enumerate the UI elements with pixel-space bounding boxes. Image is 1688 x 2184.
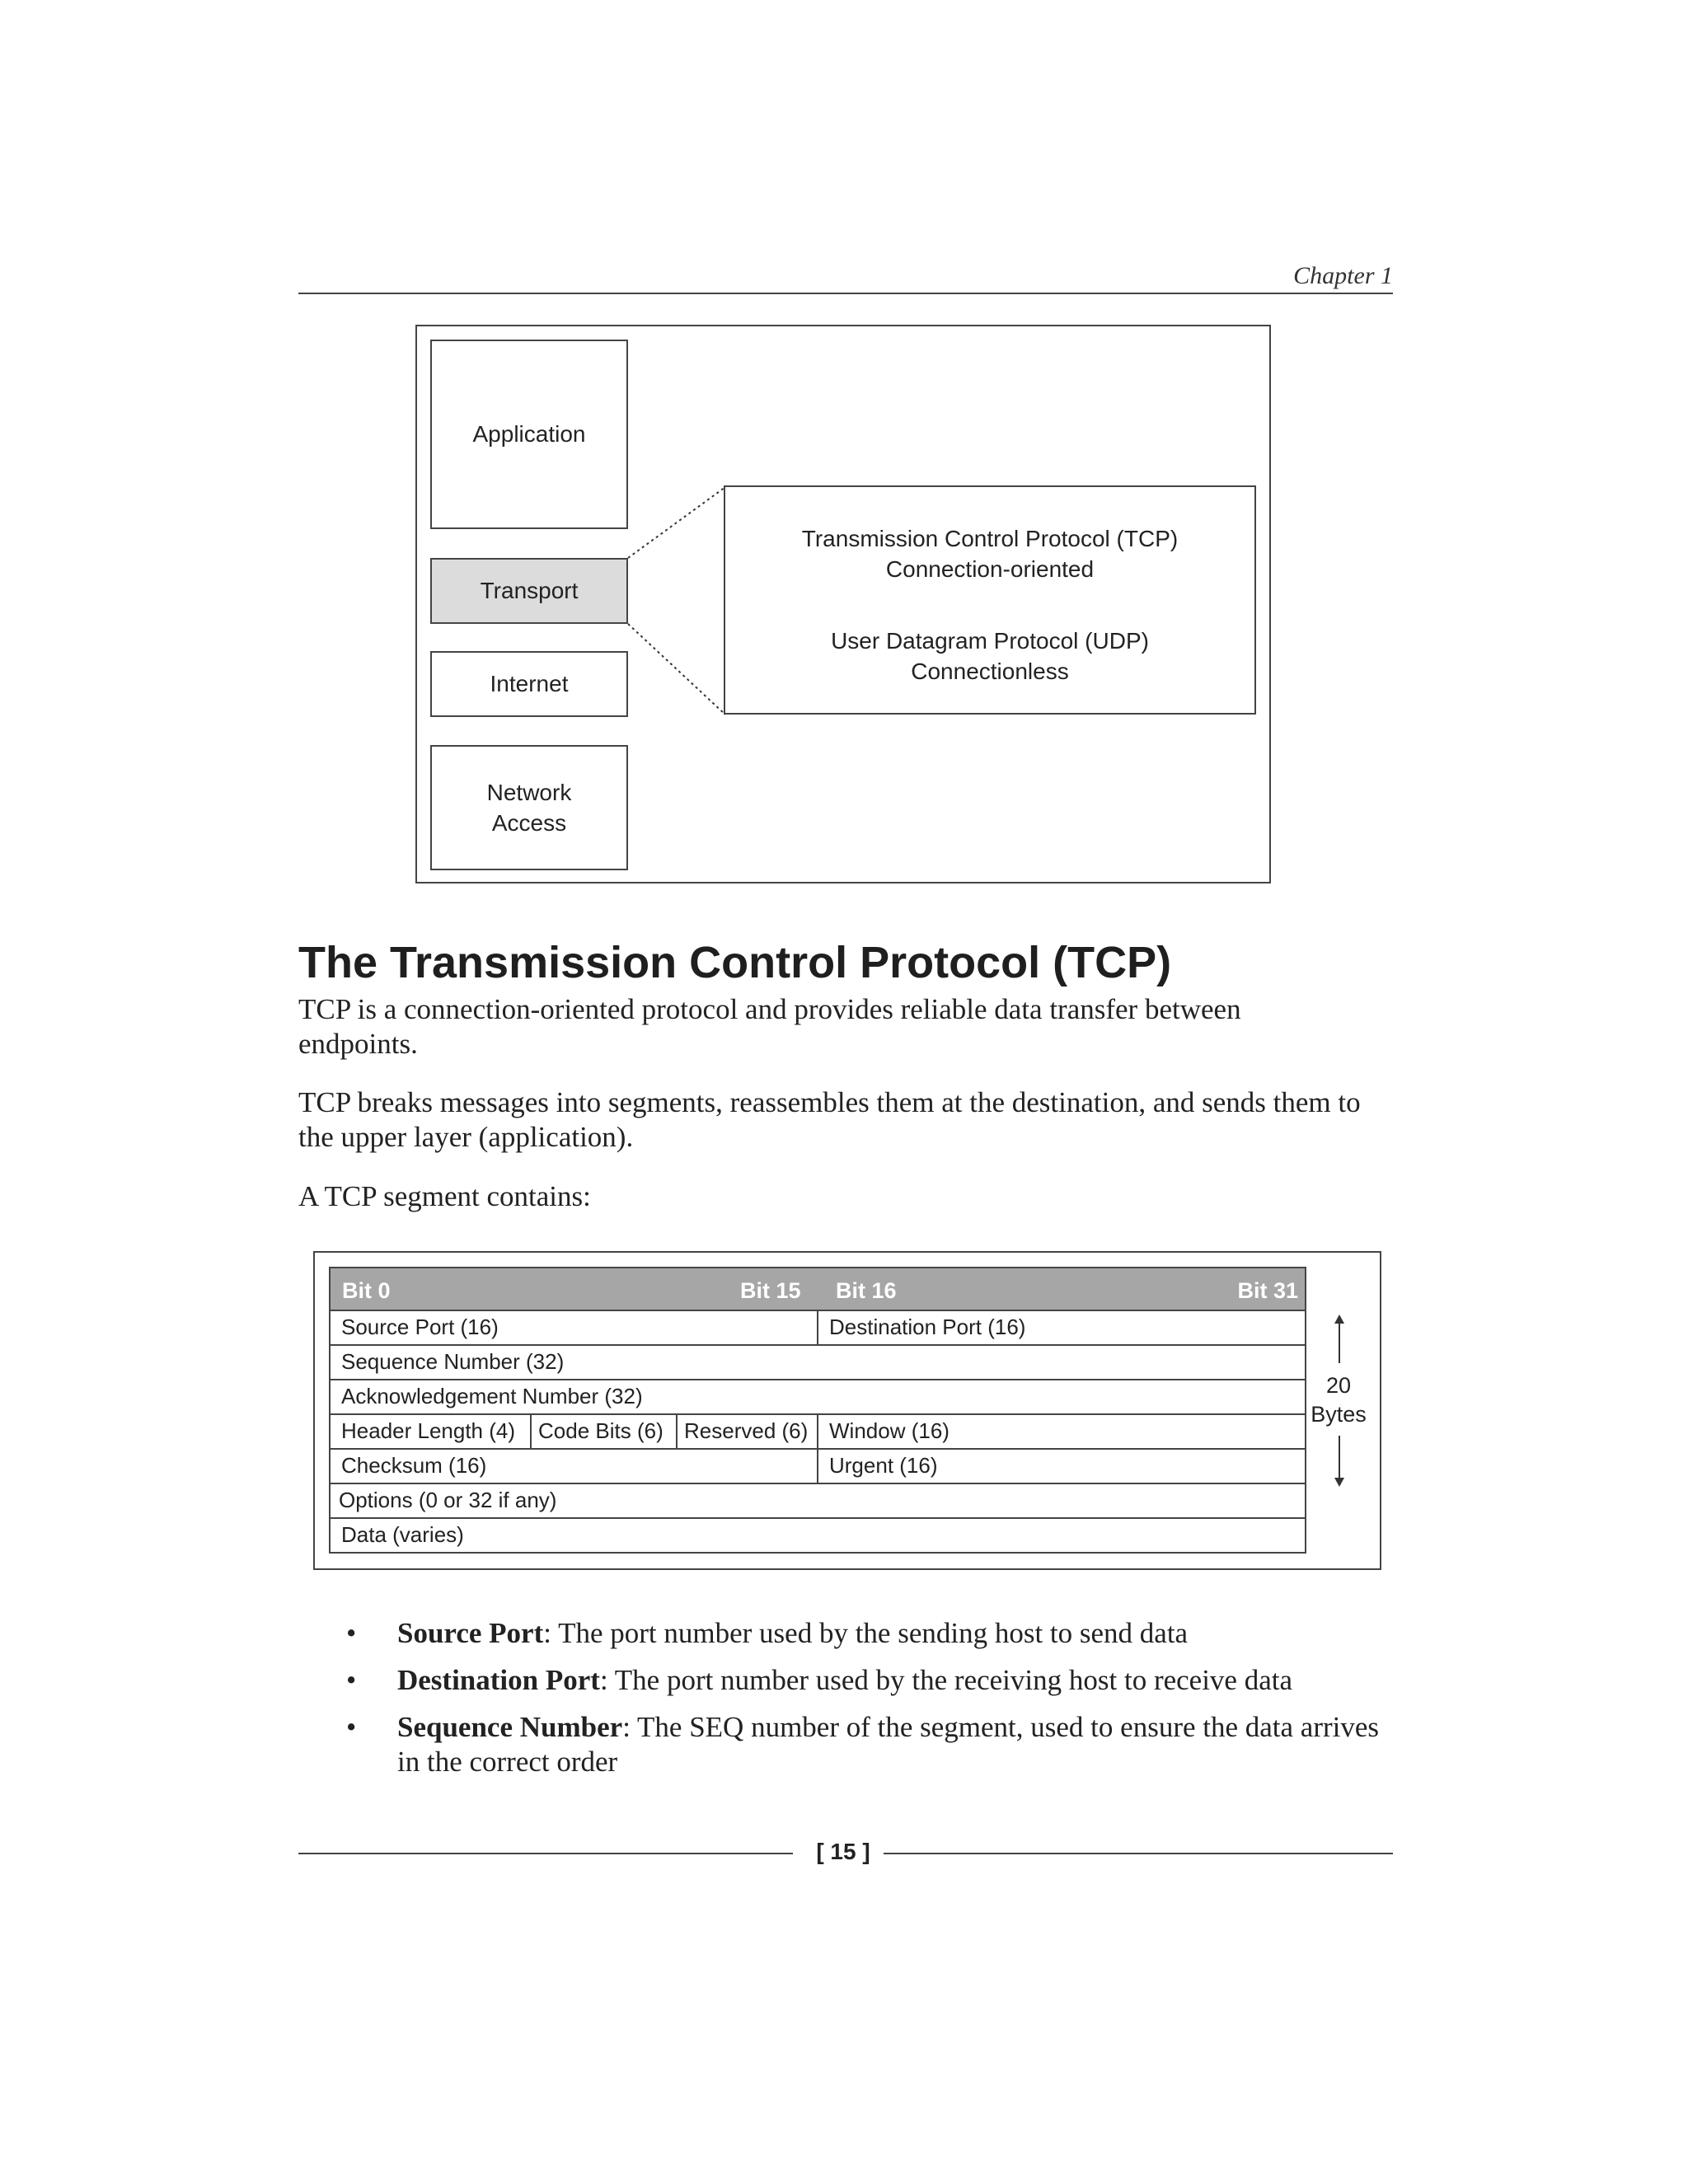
bullet-icon: • xyxy=(346,1711,357,1743)
udp-protocol-description: Connectionless xyxy=(911,658,1069,684)
header-size-value: 20 xyxy=(1325,1373,1352,1398)
cell-reserved: Reserved (6) xyxy=(676,1413,818,1450)
tcp-protocol-description: Connection-oriented xyxy=(885,556,1095,582)
layer-transport-label: Transport xyxy=(480,578,579,603)
header-size-label xyxy=(1306,1371,1371,1429)
paragraph-segment-contains: A TCP segment contains: xyxy=(298,1180,591,1212)
segment-bit-header xyxy=(329,1267,1306,1311)
bullet-desc-destination-port: : The port number used by the receiving host to receive data xyxy=(599,1664,1293,1696)
cell-header-length: Header Length (4) xyxy=(329,1413,532,1450)
bullet-term-source-port: Source Port xyxy=(397,1617,544,1649)
header-rule xyxy=(298,293,1393,294)
bullet-term-sequence-number: Sequence Number xyxy=(397,1711,623,1743)
header-bit-0: Bit 0 xyxy=(342,1278,391,1303)
bullet-desc-source-port: : The port number used by the sending host to send data xyxy=(543,1617,1189,1649)
footer-rule-right xyxy=(884,1853,1393,1854)
paragraph-segments: TCP breaks messages into segments, reassembles them at the destination, and sends them to the upper layer (application). xyxy=(298,1086,1361,1153)
page-number: [ 15 ] xyxy=(816,1839,870,1864)
cell-sequence-number: Sequence Number (32) xyxy=(329,1344,1306,1380)
cell-code-bits: Code Bits (6) xyxy=(530,1413,678,1450)
paragraph-intro: TCP is a connection-oriented protocol and provides reliable data transfer between endpoints. xyxy=(298,993,1241,1060)
cell-checksum: Checksum (16) xyxy=(329,1448,818,1484)
connector-bottom-line xyxy=(628,624,725,715)
cell-window: Window (16) xyxy=(817,1413,1306,1450)
connector-top-line xyxy=(628,487,725,558)
header-size-unit: Bytes xyxy=(1311,1402,1367,1427)
layer-application-label: Application xyxy=(472,421,586,447)
header-bit-16: Bit 16 xyxy=(836,1278,897,1303)
cell-urgent: Urgent (16) xyxy=(817,1448,1306,1484)
layer-internet-label: Internet xyxy=(490,671,569,696)
layer-network-access-label-line1: Network xyxy=(486,780,572,805)
tcp-protocol-name: Transmission Control Protocol (TCP) xyxy=(801,526,1179,551)
cell-data: Data (varies) xyxy=(329,1517,1306,1554)
udp-protocol-name: User Datagram Protocol (UDP) xyxy=(831,628,1149,654)
tcp-protocol-entry xyxy=(725,523,1254,584)
layer-network-access-label-line2: Access xyxy=(491,810,567,836)
udp-protocol-entry xyxy=(725,626,1254,687)
bullet-icon: • xyxy=(346,1617,357,1649)
cell-source-port: Source Port (16) xyxy=(329,1310,818,1346)
bullet-term-destination-port: Destination Port xyxy=(397,1664,600,1696)
bullet-desc-sequence-number: : The SEQ number of the segment, used to ensure the data arrives in the correct order xyxy=(397,1711,1380,1778)
header-bit-31: Bit 31 xyxy=(1237,1278,1298,1303)
section-heading: The Transmission Control Protocol (TCP) xyxy=(298,938,1172,987)
footer-rule-left xyxy=(298,1853,793,1854)
cell-acknowledgement-number: Acknowledgement Number (32) xyxy=(329,1379,1306,1415)
cell-destination-port: Destination Port (16) xyxy=(817,1310,1306,1346)
cell-options: Options (0 or 32 if any) xyxy=(329,1483,1306,1519)
transport-protocols-callout xyxy=(724,485,1256,715)
arrow-down-icon xyxy=(1334,1478,1344,1487)
bullet-icon: • xyxy=(346,1664,357,1696)
header-bit-15: Bit 15 xyxy=(740,1278,801,1303)
running-header-chapter: Chapter 1 xyxy=(1293,262,1393,289)
